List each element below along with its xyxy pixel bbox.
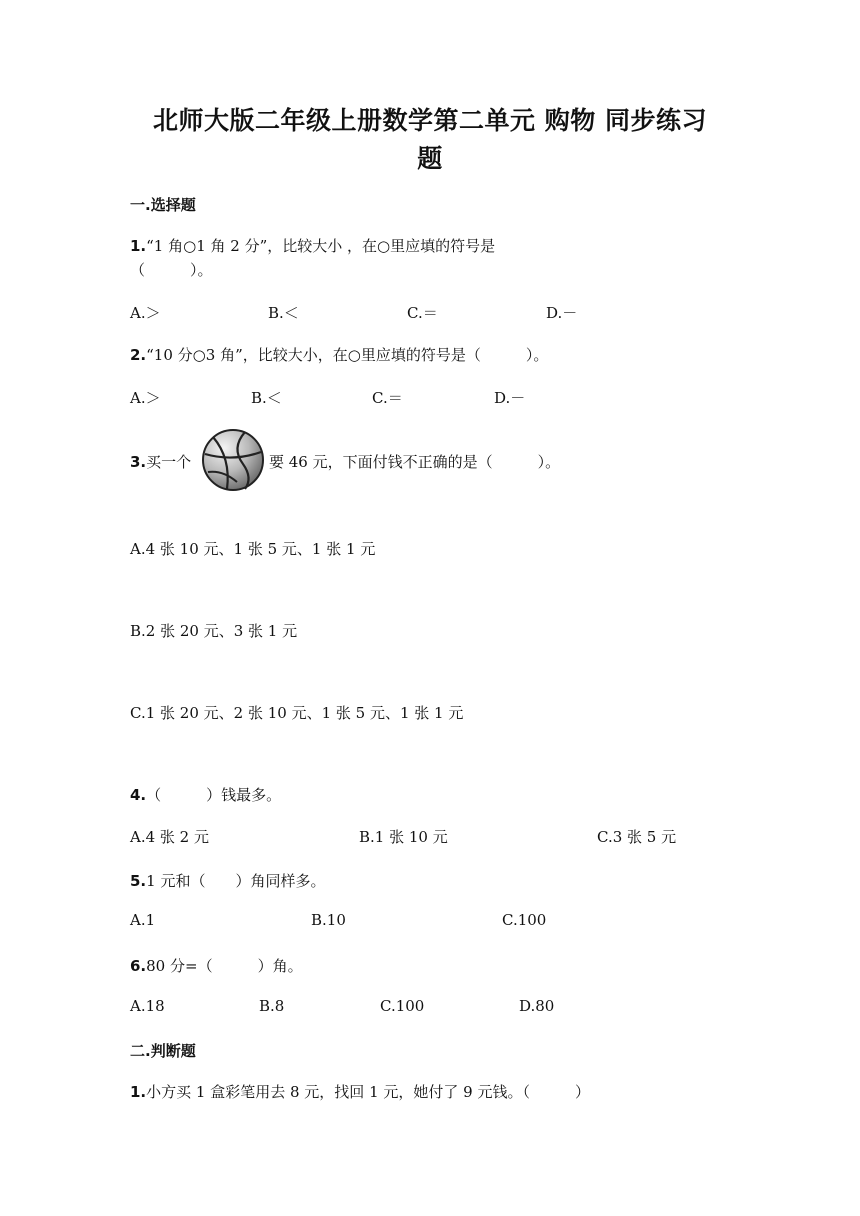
question-1: [130, 234, 495, 282]
question-6: [130, 954, 303, 978]
q4-option-a: A.4 张 2 元: [130, 828, 209, 846]
q6-option-c: C.100: [380, 997, 425, 1015]
title-line-2: 题: [417, 144, 443, 173]
q3-option-b: B.2 张 20 元、3 张 1 元: [130, 622, 298, 640]
q2-option-a: A.＞: [130, 389, 161, 407]
question-number: 1.: [130, 1083, 147, 1101]
question-5: [130, 869, 325, 893]
title-line-1: 北师大版二年级上册数学第二单元 购物 同步练习: [153, 106, 707, 135]
q4-option-b: B.1 张 10 元: [359, 828, 448, 846]
question-text: 80 分=（ ）角。: [146, 957, 303, 975]
question-text: （ ）钱最多。: [146, 786, 282, 804]
section-heading-judge: 二.判断题: [130, 1042, 196, 1060]
q6-option-d: D.80: [519, 997, 555, 1015]
question-3: [130, 451, 191, 472]
question-number: 3.: [130, 453, 147, 471]
q5-option-c: C.100: [502, 911, 547, 929]
q2-option-b: B.＜: [251, 389, 282, 407]
q4-option-c: C.3 张 5 元: [597, 828, 677, 846]
q1-option-c: C.＝: [407, 304, 438, 322]
q6-option-a: A.18: [130, 997, 165, 1015]
question-3-text: 要 46 元，下面付钱不正确的是（ ）。: [269, 453, 561, 471]
page-title: [120, 102, 740, 178]
q3-option-c: C.1 张 20 元、2 张 10 元、1 张 5 元、1 张 1 元: [130, 704, 464, 722]
question-number: 1.: [130, 237, 147, 255]
q2-option-c: C.＝: [372, 389, 403, 407]
judge-question-1: [130, 1080, 590, 1104]
question-text: “10 分○3 角”，比较大小，在○里应填的符号是（ ）。: [146, 346, 549, 364]
q1-option-d: D.－: [546, 304, 578, 322]
question-number: 4.: [130, 786, 147, 804]
question-2: [130, 343, 548, 367]
basketball-image: [201, 428, 265, 492]
q5-option-a: A.1: [130, 911, 156, 929]
question-number: 6.: [130, 957, 147, 975]
q1-option-a: A.＞: [130, 304, 161, 322]
q2-option-d: D.－: [494, 389, 526, 407]
question-number: 5.: [130, 872, 147, 890]
section-heading-choice: 一.选择题: [130, 196, 196, 214]
question-4: [130, 783, 281, 807]
question-text-cont: （ ）。: [130, 261, 213, 279]
question-text: 1 元和（ ）角同样多。: [146, 872, 326, 890]
question-number: 2.: [130, 346, 147, 364]
q1-option-b: B.＜: [268, 304, 299, 322]
question-text-before: 买一个: [146, 453, 192, 471]
question-text: 小方买 1 盒彩笔用去 8 元，找回 1 元，她付了 9 元钱。（ ）: [146, 1083, 590, 1101]
question-text: “1 角○1 角 2 分”，比较大小 ，在○里应填的符号是: [146, 237, 496, 255]
q3-option-a: A.4 张 10 元、1 张 5 元、1 张 1 元: [130, 540, 376, 558]
q6-option-b: B.8: [259, 997, 285, 1015]
q5-option-b: B.10: [311, 911, 346, 929]
